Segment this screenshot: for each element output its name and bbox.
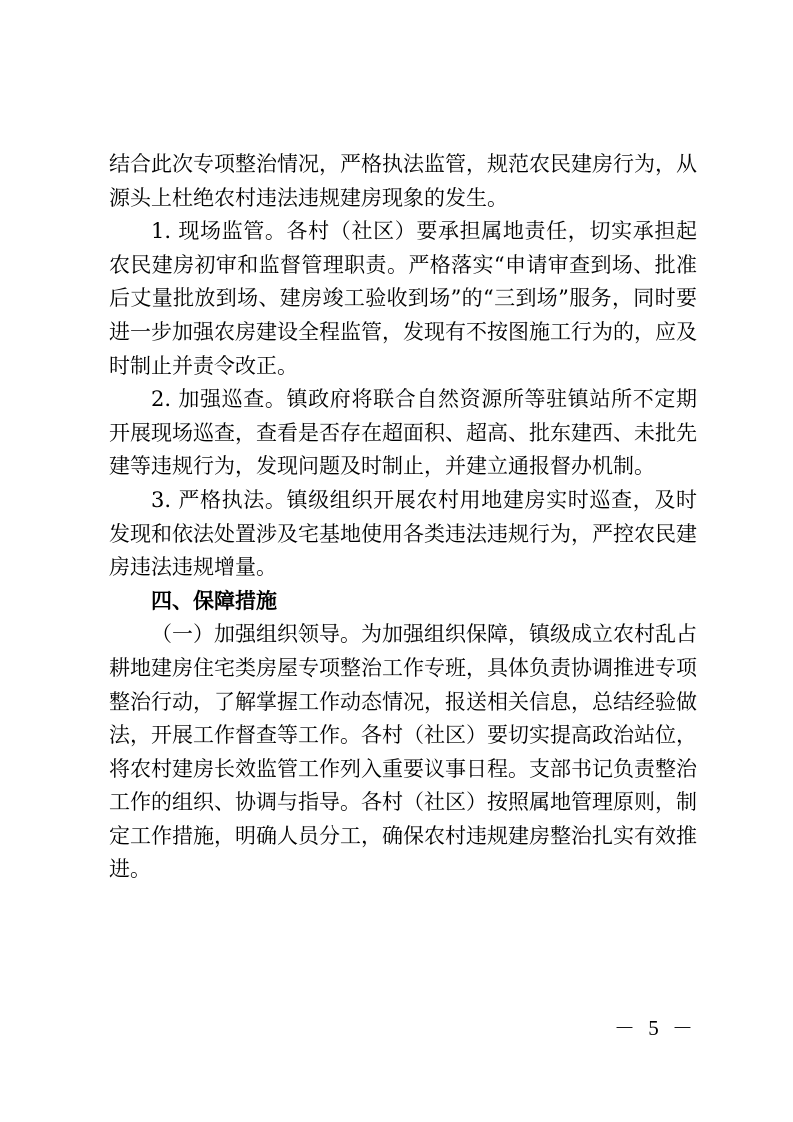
document-body [109,148,697,887]
item-2-paragraph: 2. 加强巡查。镇政府将联合自然资源所等驻镇站所不定期开展现场巡查，查看是否存在超面积、超高、批东建西、未批先建等违规行为，发现问题及时制止，并建立通报督办机制。 [109,387,697,479]
item-3-paragraph: 3. 严格执法。镇级组织开展农村用地建房实时巡查，及时发现和依法处置涉及宅基地使用各类违法违规行为，严控农民建房违法违规增量。 [109,487,697,580]
section-paragraph: （一）加强组织领导。为加强组织保障，镇级成立农村乱占耕地建房住宅类房屋专项整治工作专班，具体负责协调推进专项整治行动，了解掌握工作动态情况，报送相关信息，总结经验做法，开展工作督查等工作。各村（社区）要切实提高政治站位，将农村建房长效监管工作列入重要议事日程。支部书记负责整治工作的组织、协调与指导。各村（社区）按照属地管理原则，制定工作措施，明确人员分工，确保农村违规建房整治扎实有效推进。 [109,622,697,882]
section-heading: 四、保障措施 [151,588,277,613]
item-1-paragraph: 1. 现场监管。各村（社区）要承担属地责任，切实承担起农民建房初审和监督管理职责。严格落实“申请审查到场、批准后丈量批放到场、建房竣工验收到场”的“三到场”服务，同时要进一步加强农房建设全程监管，发现有不按图施工行为的，应及时制止并责令改正。 [109,219,697,378]
intro-paragraph: 结合此次专项整治情况，严格执法监管，规范农民建房行为，从源头上杜绝农村违法违规建房现象的发生。 [109,152,697,210]
page-number: － 5 － [614,1016,697,1040]
